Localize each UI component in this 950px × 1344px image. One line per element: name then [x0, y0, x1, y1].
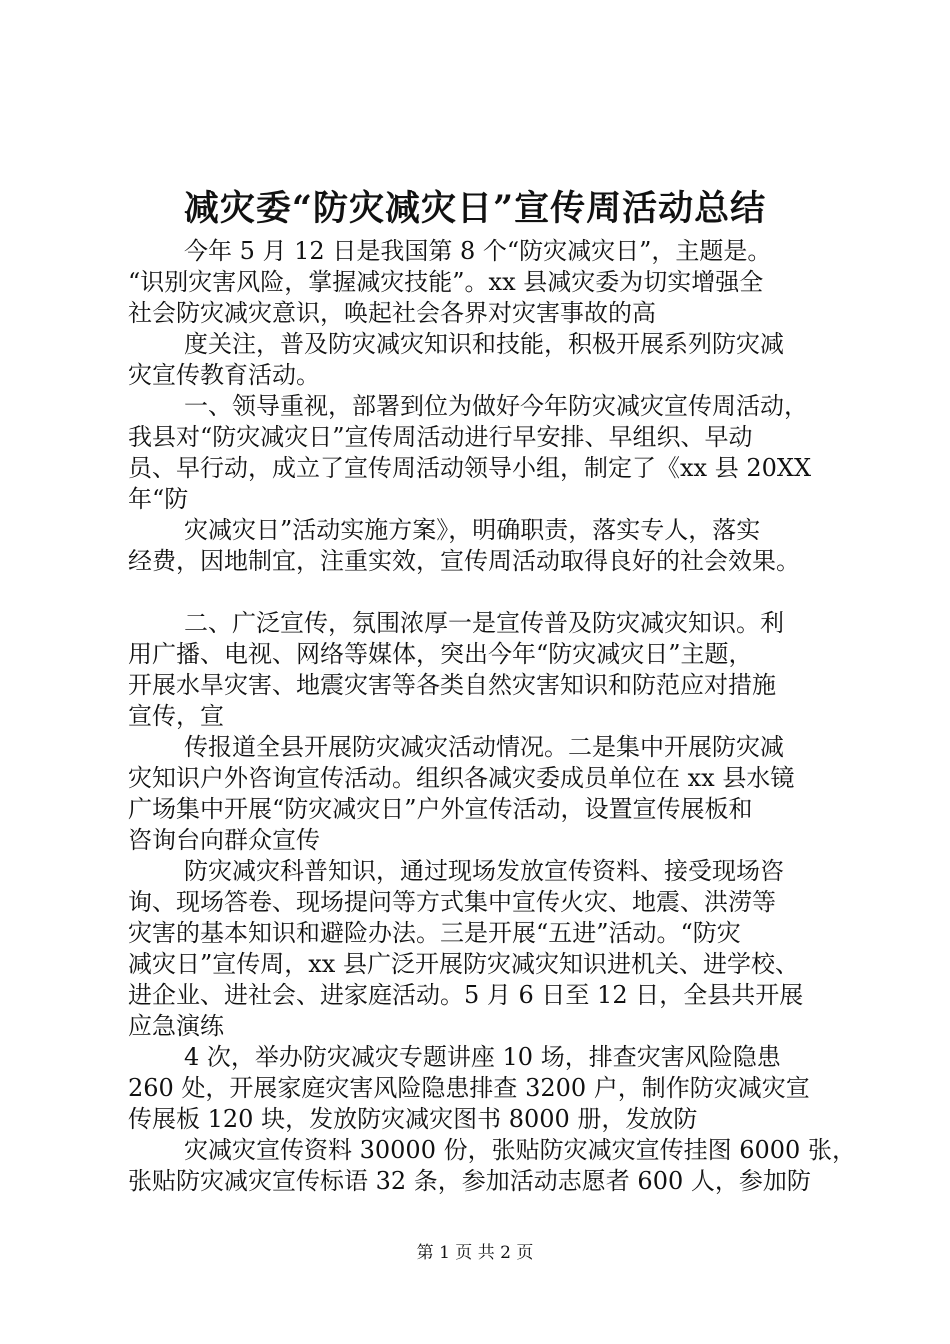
text-line: 灾减灾日”活动实施方案》，明确职责，落实专人，落实	[184, 516, 761, 544]
text-line: 询、现场答卷、现场提问等方式集中宣传火灾、地震、洪涝等	[128, 888, 776, 916]
paragraph-section-two	[128, 608, 838, 732]
text-line: 年“防	[128, 485, 189, 513]
text-line: 260 处，开展家庭灾害风险隐患排查 3200 户，制作防灾减灾宣	[128, 1074, 810, 1102]
text-line: 应急演练	[128, 1012, 224, 1040]
text-line: 一、领导重视，部署到位为做好今年防灾减灾宣传周活动，	[184, 392, 808, 420]
text-line: 灾减灾宣传资料 30000 份，张贴防灾减灾宣传挂图 6000 张，	[184, 1136, 856, 1164]
text-line: 灾害的基本知识和避险办法。三是开展“五进”活动。“防灾	[128, 919, 741, 947]
text-line: 度关注，普及防灾减灾知识和技能，积极开展系列防灾减	[184, 330, 784, 358]
paragraph-statistics-continued	[128, 1135, 856, 1197]
text-line: 二、广泛宣传，氛围浓厚一是宣传普及防灾减灾知识。利	[184, 609, 784, 637]
text-line: 我县对“防灾减灾日”宣传周活动进行早安排、早组织、早动	[128, 423, 753, 451]
paragraph-outreach	[128, 856, 838, 1042]
paragraph-intro-continued	[128, 329, 838, 391]
text-line: 4 次，举办防灾减灾专题讲座 10 场，排查灾害风险隐患	[184, 1043, 781, 1071]
paragraph-section-one	[128, 391, 838, 515]
text-line: 社会防灾减灾意识，唤起社会各界对灾害事故的高	[128, 299, 656, 327]
text-line: 咨询台向群众宣传	[128, 826, 320, 854]
text-line: 用广播、电视、网络等媒体，突出今年“防灾减灾日”主题，	[128, 640, 753, 668]
document-body	[128, 236, 856, 1197]
paragraph-statistics	[128, 1042, 838, 1135]
paragraph-intro	[128, 236, 838, 329]
text-line: 减灾日”宣传周，xx 县广泛开展防灾减灾知识进机关、进学校、	[128, 950, 799, 978]
text-line: 传报道全县开展防灾减灾活动情况。二是集中开展防灾减	[184, 733, 784, 761]
text-line: 开展水旱灾害、地震灾害等各类自然灾害知识和防范应对措施	[128, 671, 776, 699]
text-line: 员、早行动，成立了宣传周活动领导小组，制定了《xx 县 20XX	[128, 454, 812, 482]
paragraph-spacer	[128, 577, 838, 608]
text-line: 进企业、进社会、进家庭活动。5 月 6 日至 12 日，全县共开展	[128, 981, 804, 1009]
text-line: “识别灾害风险，掌握减灾技能”。xx 县减灾委为切实增强全	[128, 268, 764, 296]
page-footer: 第 1 页 共 2 页	[416, 1243, 534, 1263]
text-line: 宣传，宣	[128, 702, 224, 730]
document-title: 减灾委“防灾减灾日”宣传周活动总结	[183, 188, 767, 229]
text-line: 灾宣传教育活动。	[128, 361, 320, 389]
text-line: 今年 5 月 12 日是我国第 8 个“防灾减灾日”，主题是。	[184, 237, 772, 265]
text-line: 经费，因地制宜，注重实效，宣传周活动取得良好的社会效果。	[128, 547, 800, 575]
text-line: 广场集中开展“防灾减灾日”户外宣传活动，设置宣传展板和	[128, 795, 753, 823]
text-line: 传展板 120 块，发放防灾减灾图书 8000 册，发放防	[128, 1105, 698, 1133]
text-line: 防灾减灾科普知识，通过现场发放宣传资料、接受现场咨	[184, 857, 784, 885]
text-line: 张贴防灾减灾宣传标语 32 条，参加活动志愿者 600 人，参加防	[128, 1167, 811, 1195]
paragraph-section-two-continued	[128, 732, 838, 856]
text-line: 灾知识户外咨询宣传活动。组织各减灾委成员单位在 xx 县水镜	[128, 764, 795, 792]
paragraph-section-one-continued	[128, 515, 838, 577]
